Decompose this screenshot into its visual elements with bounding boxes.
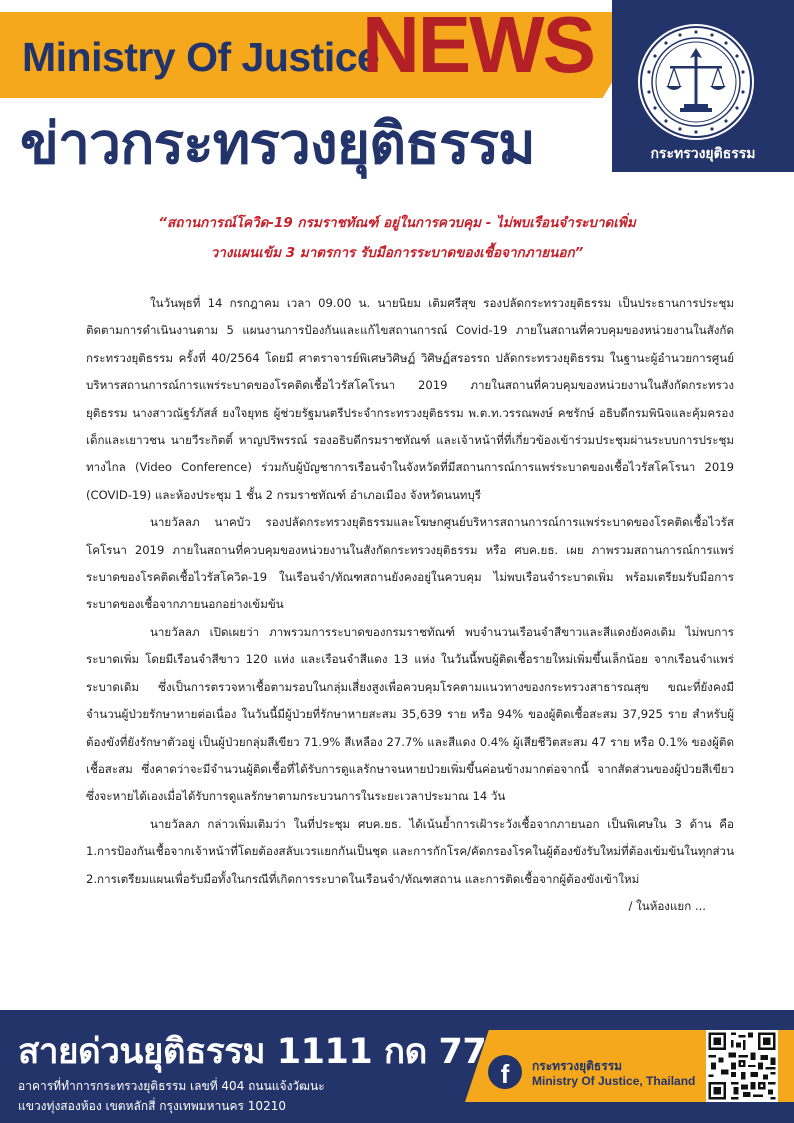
ministry-seal-icon <box>636 22 756 142</box>
header-thai-title: ข่าวกระทรวงยุติธรรม <box>20 111 535 177</box>
paragraph-4: นายวัลลภ กล่าวเพิ่มเติมว่า ในที่ประชุม ศบค.ยธ. ได้เน้นย้ำการเฝ้าระวังเชื้อจากภายนอก เป็นพิเศษใน 3 ด้าน คือ 1.การป้องกันเชื้อจากเจ้าหน้าที่โดยต้องสลับเวรแยกกันเป็นชุด และการกักโรค/คัดกรองโรคในผู้ต้องขังรับใหม่ที่ต้องเข้มข้นในทุกส่วน 2.การเตรียมแผนเพื่อรับมือทั้งในกรณีที่เกิดการระบาดในเรือนจำ/ทัณฑสถาน และการติดเชื้อจากผู้ต้องขังเข้าใหม่ <box>86 816 734 886</box>
article-body <box>86 290 734 920</box>
address-line-2: แขวงทุ่งสองห้อง เขตหลักสี่ กรุงเทพมหานคร 10210 <box>18 1099 286 1113</box>
facebook-page-name[interactable]: กระทรวงยุติธรรม <box>532 1059 623 1073</box>
paragraph-2: นายวัลลภ นาคบัว รองปลัดกระทรวงยุติธรรมและโฆษกศูนย์บริหารสถานการณ์การแพร่ระบาดของโรคติดเชื้อไวรัสโคโรนา 2019 ภายในสถานที่ควบคุมของหน่วยงานในสังกัดกระทรวงยุติธรรม หรือ ศบค.ยธ. เผย ภาพรวมสถานการณ์การแพร่ระบาดของโรคติดเชื้อไวรัสโควิด-19 ในเรือนจำ/ทัณฑสถานยังคงอยู่ในควบคุม ไม่พบเรือนจำระบาดเพิ่ม พร้อมเตรียมรับมือการระบาดของเชื้อจากภายนอกอย่างเข้มข้น <box>86 515 734 612</box>
logo-label: กระทรวงยุติธรรม <box>650 146 756 162</box>
header-news-title: NEWS <box>362 0 594 89</box>
continued-marker: / ในห้องแยก ... <box>628 898 706 913</box>
header-ministry-name: Ministry Of Justice <box>22 34 380 80</box>
paragraph-1: ในวันพุธที่ 14 กรกฎาคม เวลา 09.00 น. นายนิยม เติมศรีสุข รองปลัดกระทรวงยุติธรรม เป็นประธานการประชุมติดตามการดำเนินงานตาม 5 แผนงานการป้องกันและแก้ไขสถานการณ์ Covid-19 ภายในสถานที่ควบคุมของหน่วยงานในสังกัดกระทรวงยุติธรรม ครั้งที่ 40/2564 โดยมี ศาตราจารย์พิเศษวิศิษฏ์ วิศิษฏ์สรอรรถ ปลัดกระทรวงยุติธรรม ในฐานะผู้อำนวยการศูนย์บริหารสถานการณ์การแพร่ระบาดของโรคติดเชื้อไวรัสโคโรนา 2019 ภายในสถานที่ควบคุมของหน่วยงานในสังกัดกระทรวงยุติธรรม นางสาวณัฐร์ภัสส์ ยงใจยุทธ ผู้ช่วยรัฐมนตรีประจำกระทรวงยุติธรรม พ.ต.ท.วรรณพงษ์ คชรักษ์ อธิบดีกรมพินิจและคุ้มครองเด็กและเยาวชน นายวีระกิตติ์ หาญปริพรรณ์ รองอธิบดีกรมราชทัณฑ์ และเจ้าหน้าที่ที่เกี่ยวข้องเข้าร่วมประชุมผ่านระบบการประชุมทางไกล (Video Conference) ร่วมกับผู้บัญชาการเรือนจำในจังหวัดที่มีสถานการณ์การแพร่ระบาดของเชื้อไวรัสโคโรนา 2019 (COVID-19) และห้องประชุม 1 ชั้น 2 กรมราชทัณฑ์ อำเภอเมือง จังหวัดนนทบุรี <box>86 296 734 502</box>
facebook-icon[interactable]: f <box>488 1055 522 1089</box>
address-line-1: อาคารที่ทำการกระทรวงยุติธรรม เลขที่ 404 ถนนแจ้งวัฒนะ <box>18 1079 325 1093</box>
hotline-text: สายด่วนยุติธรรม 1111 กด 77 <box>18 1032 487 1072</box>
headline-line-1: “สถานการณ์โควิด-19 กรมราชทัณฑ์ อยู่ในการควบคุม - ไม่พบเรือนจำระบาดเพิ่ม <box>158 215 636 231</box>
headline-line-2: วางแผนเข้ม 3 มาตรการ รับมือการระบาดของเชื้อจากภายนอก” <box>210 245 584 261</box>
qr-code-icon[interactable] <box>706 1030 778 1102</box>
headline <box>40 208 754 268</box>
paragraph-3: นายวัลลภ เปิดเผยว่า ภาพรวมการระบาดของกรมราชทัณฑ์ พบจำนวนเรือนจำสีขาวและสีแดงยังคงเดิม ไม่พบการระบาดเพิ่ม โดยมีเรือนจำสีขาว 120 แห่ง และเรือนจำสีแดง 13 แห่ง ในวันนี้พบผู้ติดเชื้อรายใหม่เพิ่มขึ้นเล็กน้อย จากเรือนจำแพร่ระบาดเดิม ซึ่งเป็นการตรวจหาเชื้อตามรอบในกลุ่มเสี่ยงสูงเพื่อควบคุมโรคตามแนวทางของกระทรวงสาธารณสุข ขณะที่ยังคงมีจำนวนผู้ป่วยรักษาหายต่อเนื่อง ในวันนี้มีผู้ป่วยที่รักษาหายสะสม 35,639 ราย หรือ 94% ของผู้ติดเชื้อสะสม 37,925 ราย สำหรับผู้ต้องขังที่ยังรักษาตัวอยู่ เป็นผู้ป่วยกลุ่มสีเขียว 71.9% สีเหลือง 27.7% และสีแดง 0.4% ผู้เสียชีวิตสะสม 47 ราย หรือ 0.1% ของผู้ติดเชื้อสะสม ซึ่งคาดว่าจะมีจำนวนผู้ติดเชื้อที่ได้รับการดูแลรักษาจนหายป่วยเพิ่มขึ้นค่อนข้างมากต่อจากนี้ จากสัดส่วนของผู้ป่วยสีเขียวซึ่งจะหายได้เองเมื่อได้รับการดูแลรักษาตามกระบวนการในระยะเวลาประมาณ 14 วัน <box>86 624 734 804</box>
facebook-page-name-en[interactable]: Ministry Of Justice, Thailand <box>532 1074 696 1088</box>
